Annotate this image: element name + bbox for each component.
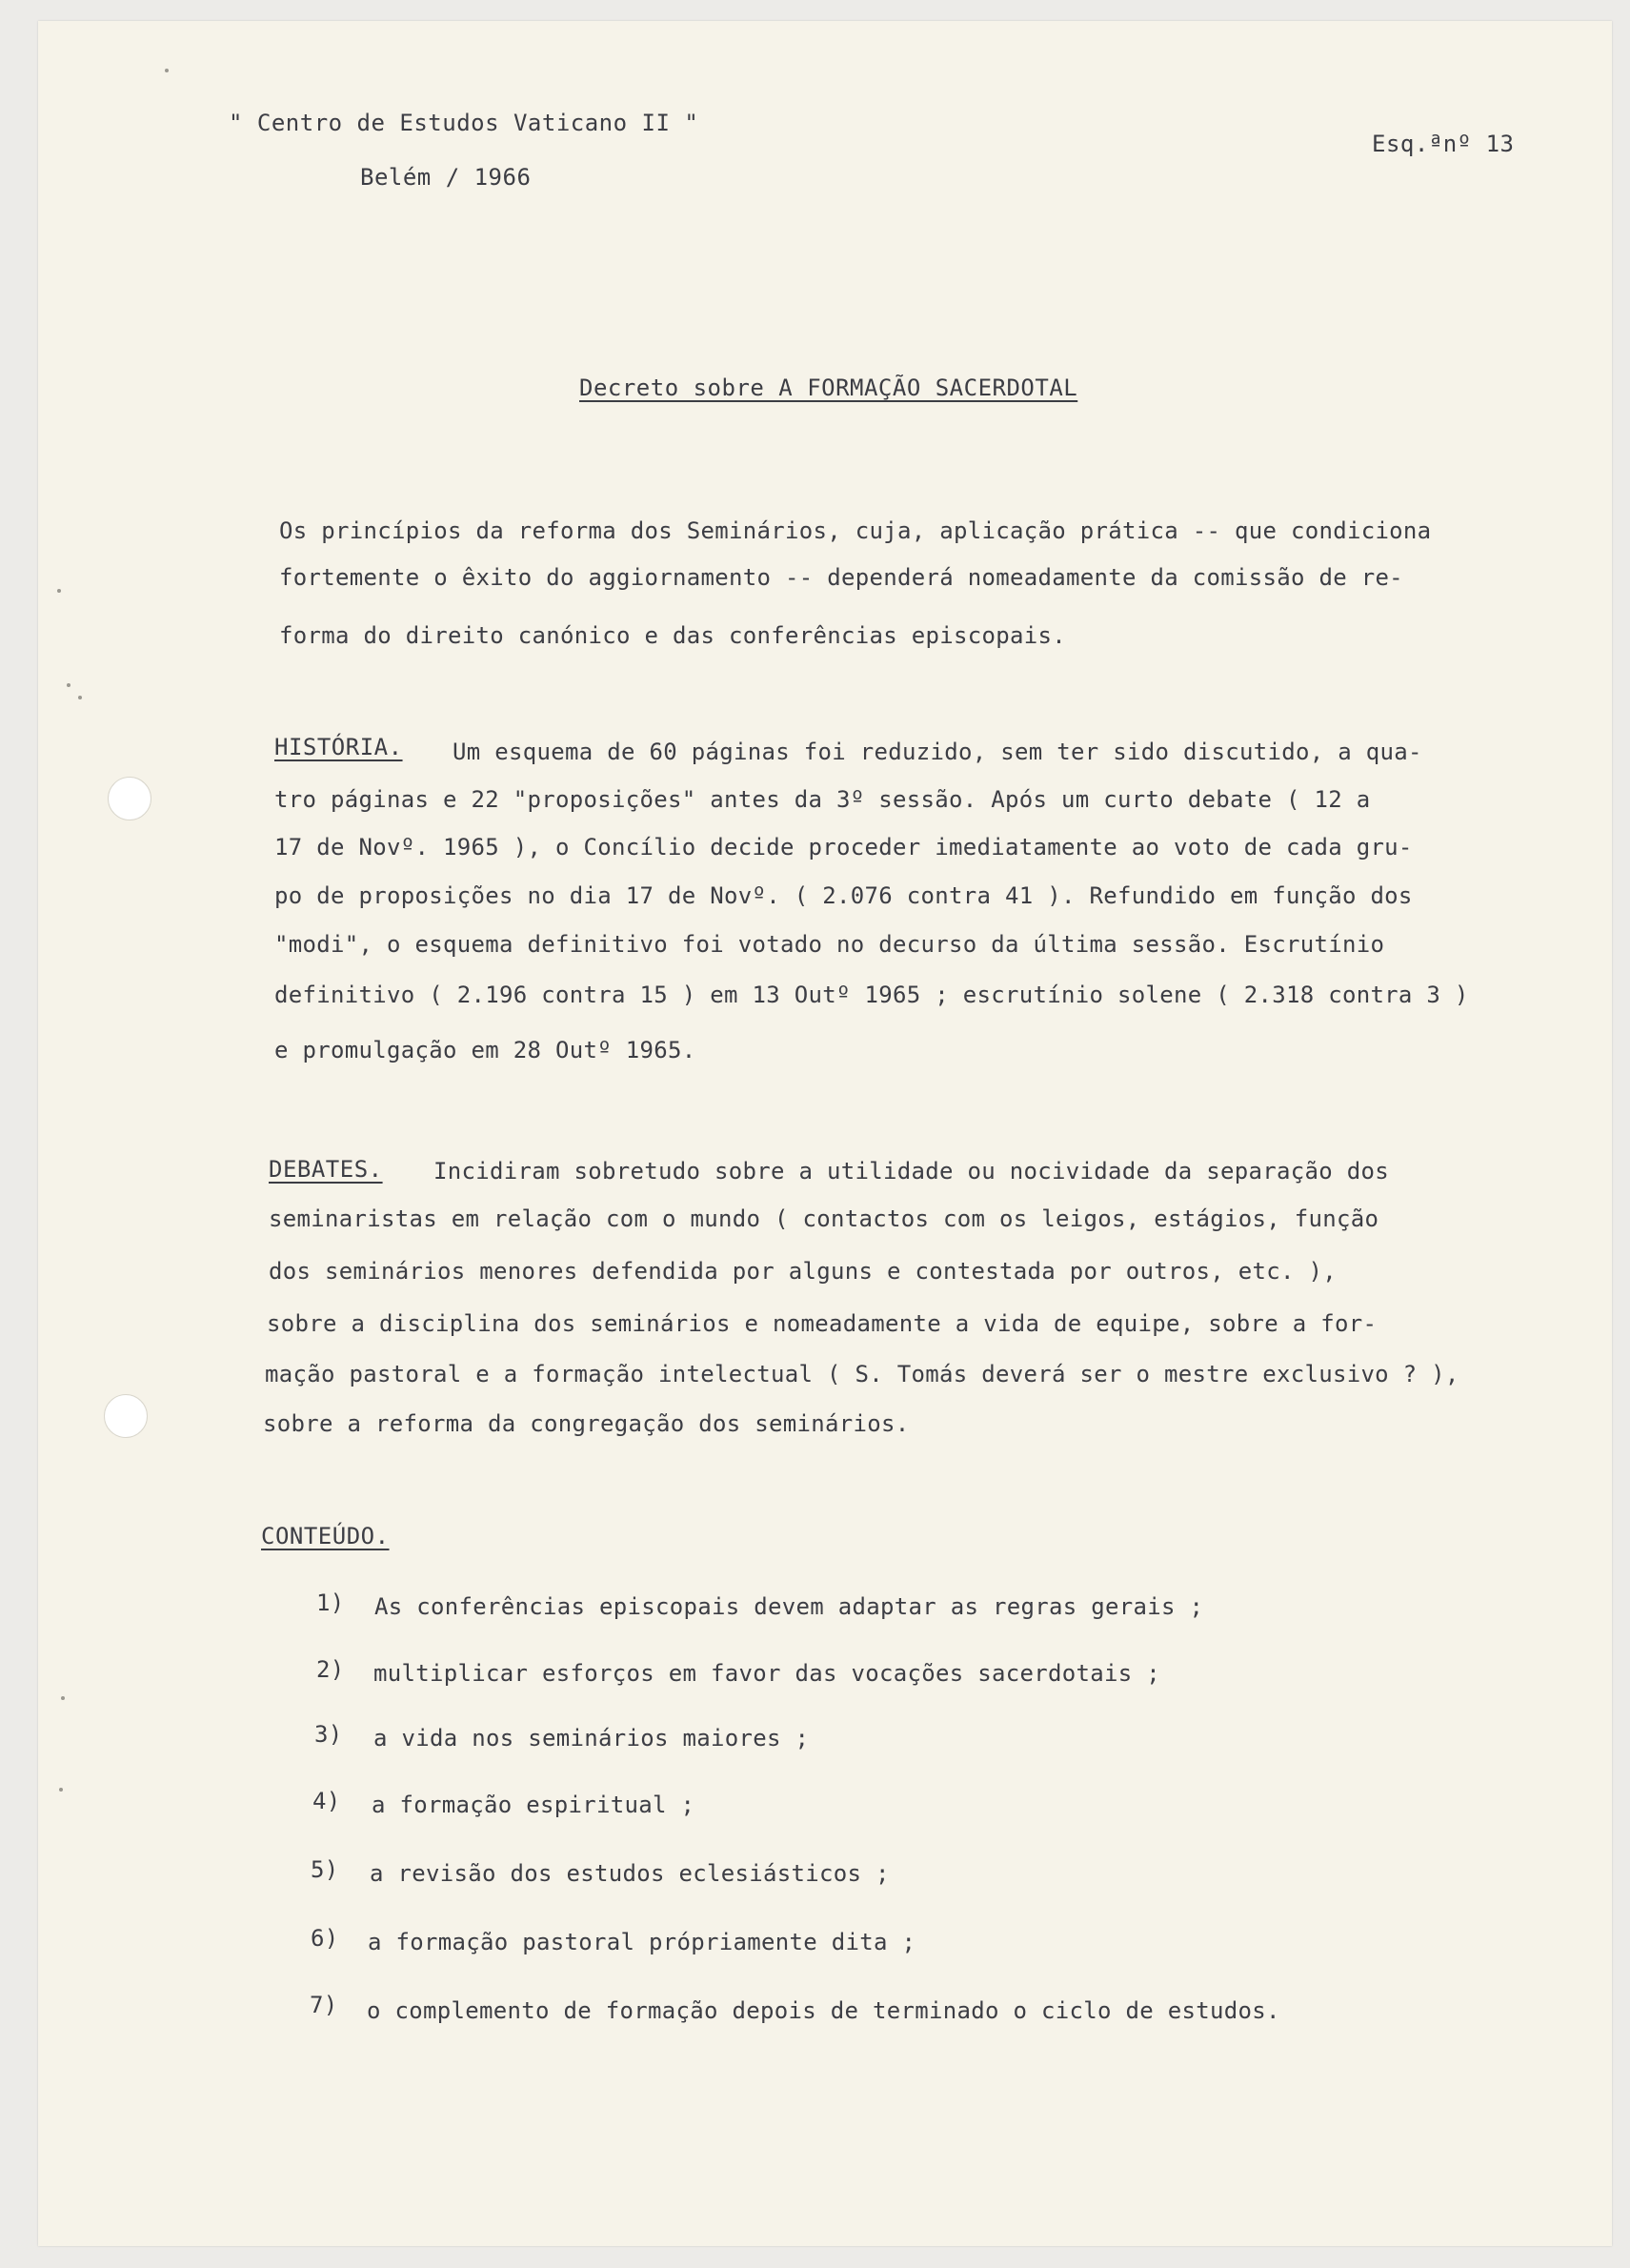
punch-hole <box>108 777 151 820</box>
list-item-number: 3) <box>314 1721 343 1748</box>
punch-hole <box>104 1394 148 1438</box>
speck <box>78 696 82 699</box>
place-year: Belém / 1966 <box>360 164 532 191</box>
conteudo-heading: CONTEÚDO. <box>261 1523 390 1549</box>
list-item-text: a formação pastoral própriamente dita ; <box>368 1929 916 1955</box>
list-item-number: 6) <box>311 1925 339 1952</box>
speck <box>165 69 169 72</box>
list-item-number: 1) <box>316 1590 345 1616</box>
historia-line: "modi", o esquema definitivo foi votado no decurso da última sessão. Escrutínio <box>274 931 1385 958</box>
list-item-text: a vida nos seminários maiores ; <box>373 1725 810 1752</box>
intro-line: forma do direito canónico e das conferências episcopais. <box>279 622 1066 649</box>
list-item-number: 4) <box>312 1788 341 1814</box>
speck <box>59 1788 63 1792</box>
debates-line: sobre a disciplina dos seminários e nomeadamente a vida de equipe, sobre a for- <box>267 1310 1378 1337</box>
intro-line: fortemente o êxito do aggiornamento -- dependerá nomeadamente da comissão de re- <box>279 564 1403 591</box>
center-name: " Centro de Estudos Vaticano II " <box>229 110 699 136</box>
list-item-number: 5) <box>311 1856 339 1883</box>
list-item-text: As conferências episcopais devem adaptar as regras gerais ; <box>374 1593 1204 1620</box>
list-item-text: o complemento de formação depois de terminado o ciclo de estudos. <box>367 1997 1280 2024</box>
debates-heading: DEBATES. <box>269 1156 383 1183</box>
page-title: Decreto sobre A FORMAÇÃO SACERDOTAL <box>579 375 1078 401</box>
historia-line: po de proposições no dia 17 de Novº. ( 2.076 contra 41 ). Refundido em função dos <box>274 882 1413 909</box>
document-reference: Esq.ªnº 13 <box>1372 131 1515 157</box>
list-item-text: a formação espiritual ; <box>372 1792 695 1818</box>
debates-line: sobre a reforma da congregação dos seminários. <box>263 1410 910 1437</box>
debates-line: Incidiram sobretudo sobre a utilidade ou nocividade da separação dos <box>433 1158 1389 1185</box>
intro-line: Os princípios da reforma dos Seminários, cuja, aplicação prática -- que condiciona <box>279 517 1432 544</box>
list-item-text: multiplicar esforços em favor das vocações sacerdotais ; <box>373 1660 1160 1687</box>
list-item-number: 2) <box>316 1656 345 1683</box>
historia-heading: HISTÓRIA. <box>274 734 403 760</box>
list-item-text: a revisão dos estudos eclesiásticos ; <box>370 1860 890 1887</box>
historia-line: tro páginas e 22 "proposições" antes da 3º sessão. Após um curto debate ( 12 a <box>274 786 1371 813</box>
debates-line: dos seminários menores defendida por alguns e contestada por outros, etc. ), <box>269 1258 1337 1285</box>
list-item-number: 7) <box>310 1992 338 2018</box>
historia-line: e promulgação em 28 Outº 1965. <box>274 1037 696 1063</box>
historia-line: 17 de Novº. 1965 ), o Concílio decide proceder imediatamente ao voto de cada gru- <box>274 834 1413 861</box>
speck <box>61 1696 65 1700</box>
historia-line: Um esquema de 60 páginas foi reduzido, sem ter sido discutido, a qua- <box>453 739 1422 765</box>
debates-line: seminaristas em relação com o mundo ( contactos com os leigos, estágios, função <box>269 1205 1379 1232</box>
debates-line: mação pastoral e a formação intelectual ( S. Tomás deverá ser o mestre exclusivo ? ), <box>265 1361 1459 1387</box>
speck <box>57 589 61 593</box>
document-page <box>38 21 1612 2246</box>
historia-line: definitivo ( 2.196 contra 15 ) em 13 Outº 1965 ; escrutínio solene ( 2.318 contra 3 ) <box>274 982 1469 1008</box>
speck <box>67 683 70 687</box>
